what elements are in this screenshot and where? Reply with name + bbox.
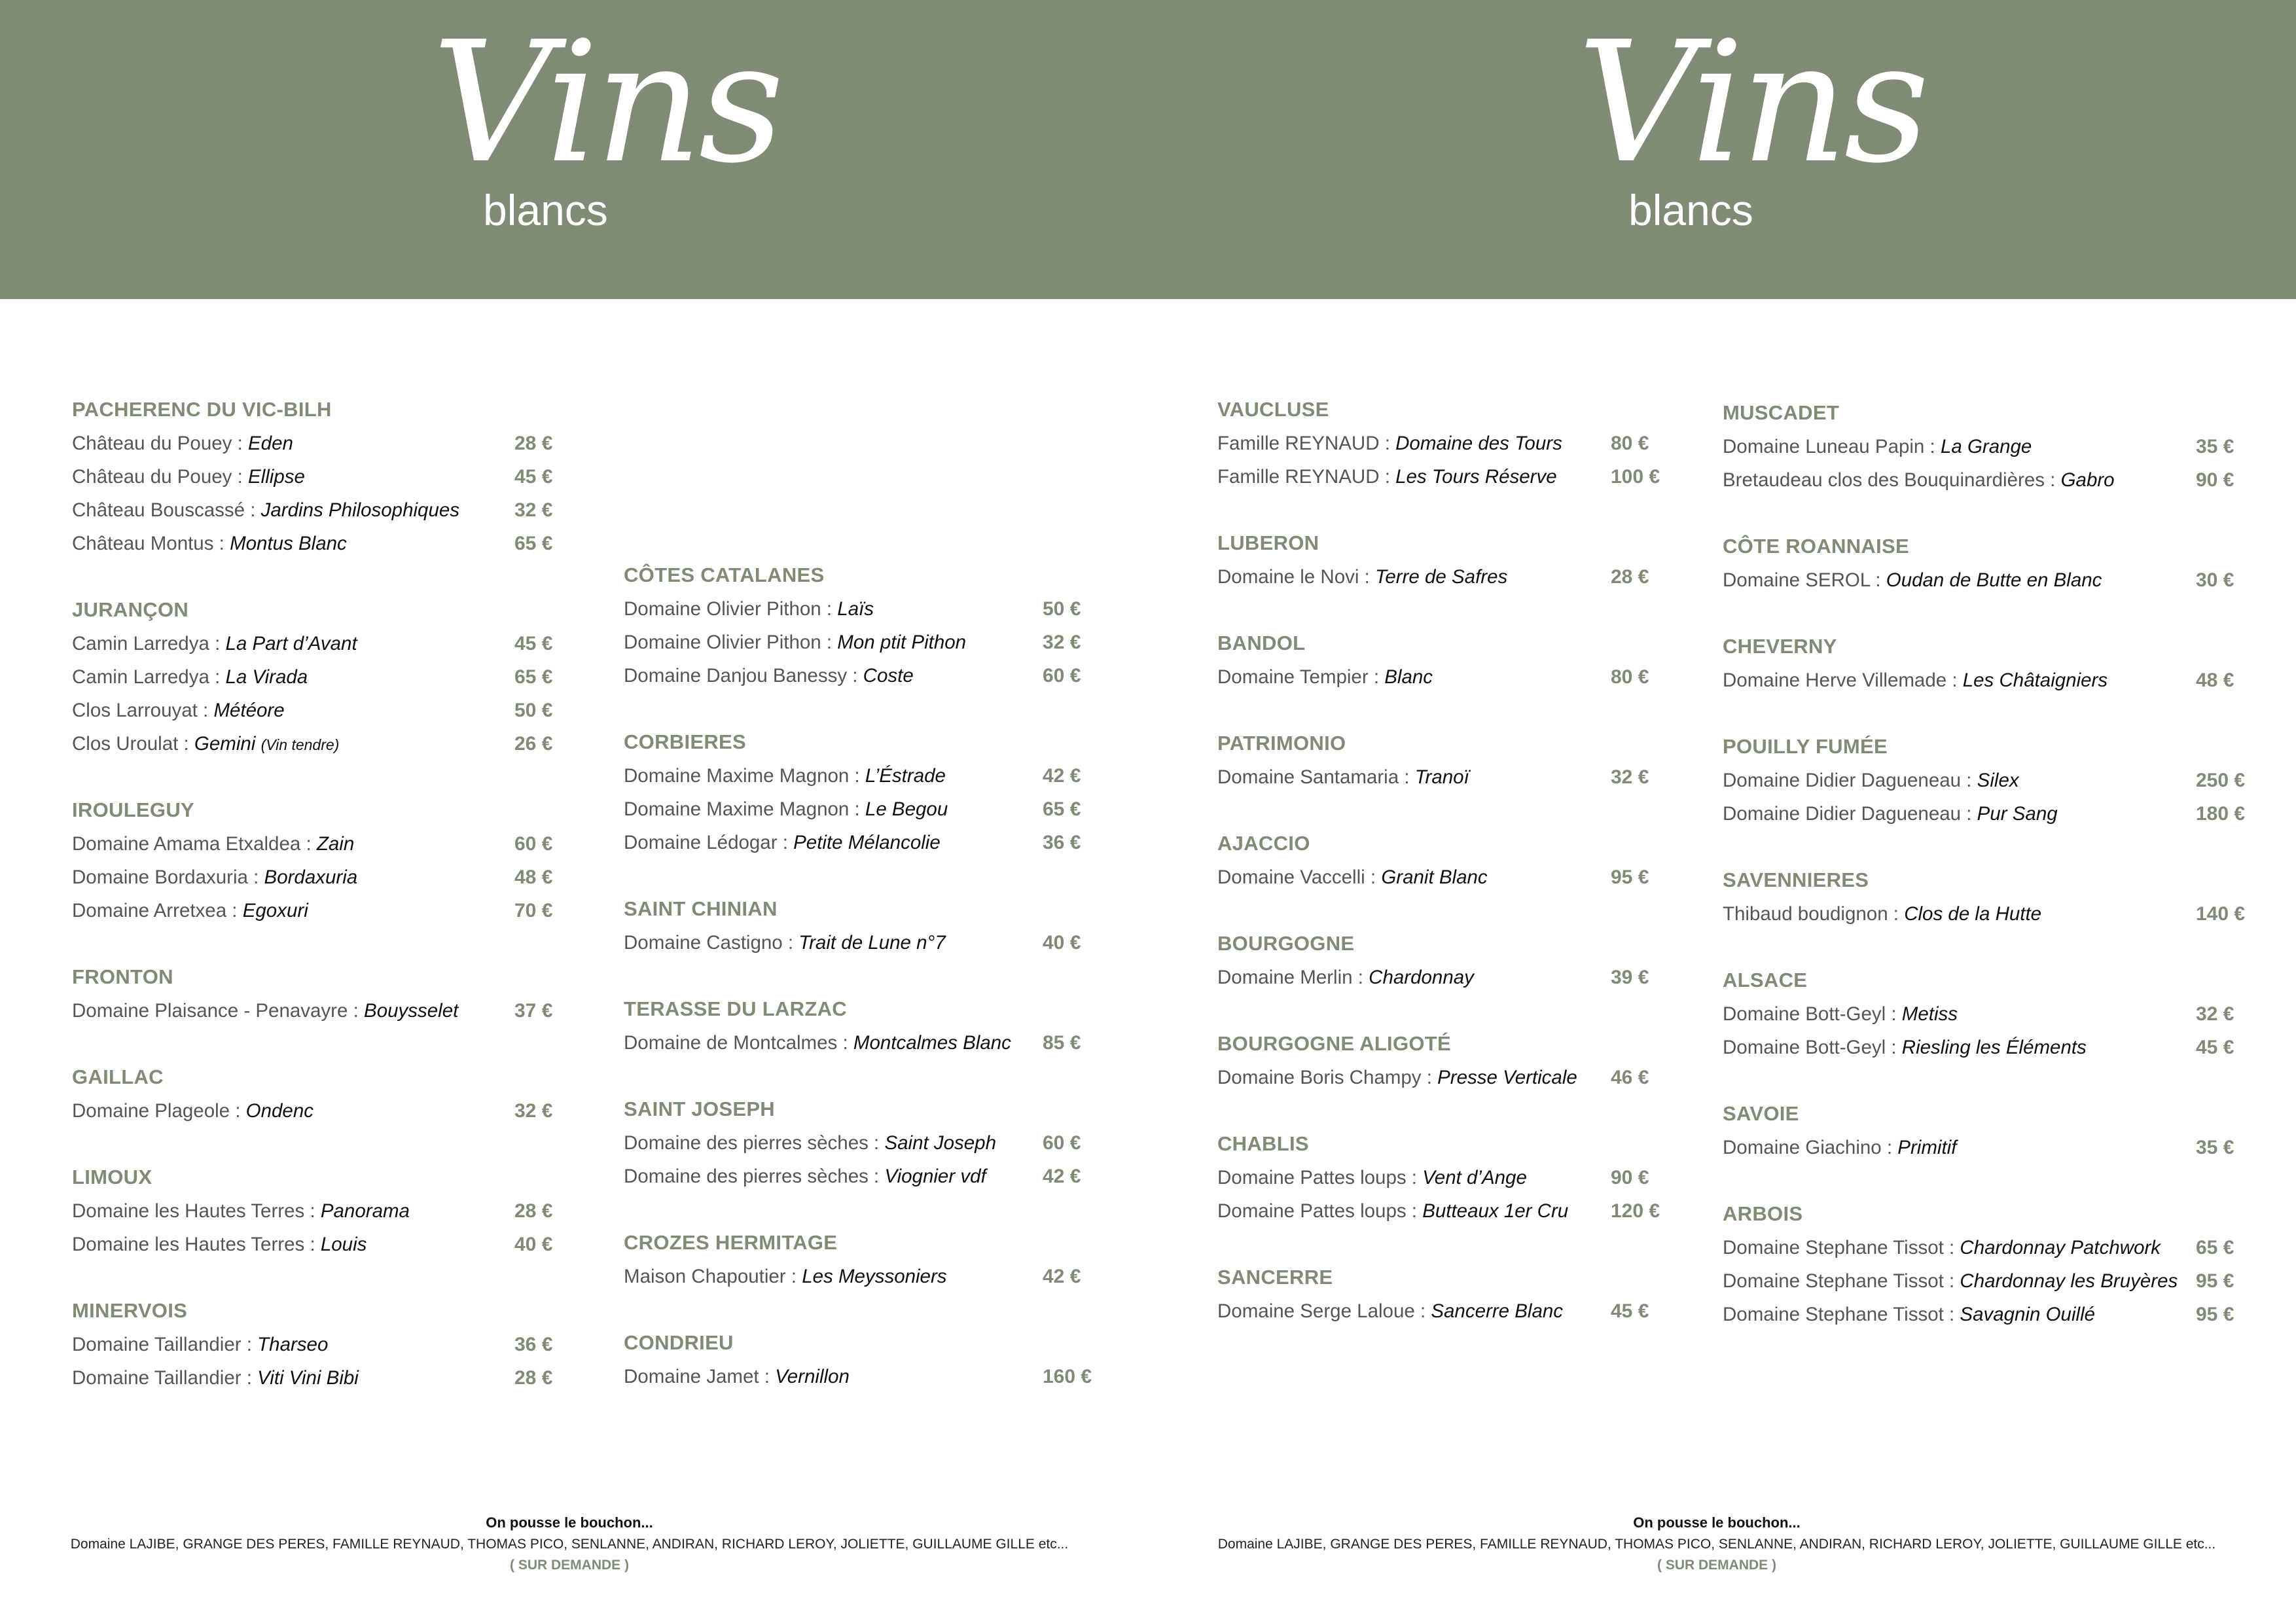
producer-name: Château Montus : [72, 533, 230, 554]
wine-price: 80 € [1611, 666, 1649, 688]
wine-column-2 [624, 558, 1134, 1426]
wine-item [1723, 764, 2259, 797]
wine-item [72, 827, 583, 861]
wine-name: La Grange [1940, 436, 2032, 457]
producer-name: Domaine les Hautes Terres : [72, 1200, 321, 1222]
section-title: CONDRIEU [624, 1331, 734, 1354]
wine-section [1217, 526, 1728, 594]
wine-name: Oudan de Butte en Blanc [1886, 569, 2102, 591]
wine-item [624, 592, 1134, 626]
producer-name: Famille REYNAUD : [1217, 466, 1396, 488]
wine-name: Chardonnay les Bruyères [1960, 1270, 2178, 1292]
producer-name: Domaine Boris Champy : [1217, 1067, 1438, 1088]
wine-section [624, 892, 1134, 959]
wine-item [624, 759, 1134, 793]
producer-name: Domaine Bott-Geyl : [1723, 1037, 1902, 1058]
section-title: SAINT JOSEPH [624, 1097, 775, 1120]
wine-price: 50 € [514, 700, 553, 721]
section-title: VAUCLUSE [1217, 398, 1329, 421]
wine-name: Panorama [320, 1200, 410, 1222]
wine-item [1217, 427, 1728, 460]
wine-price: 80 € [1611, 433, 1649, 454]
wine-price: 42 € [1043, 1166, 1081, 1187]
wine-item [624, 926, 1134, 959]
wine-price: 48 € [2196, 669, 2234, 691]
section-title: TERASSE DU LARZAC [624, 997, 847, 1020]
wine-item [72, 1094, 583, 1128]
wine-name: Le Begou [865, 798, 948, 820]
wine-item [624, 1026, 1134, 1060]
wine-section [624, 1326, 1134, 1393]
wine-price: 180 € [2196, 803, 2246, 825]
section-title: CÔTE ROANNAISE [1723, 535, 1909, 558]
section-title: SAINT CHINIAN [624, 897, 778, 920]
wine-section [1217, 393, 1728, 493]
wine-price: 50 € [1043, 598, 1081, 620]
wine-section [1217, 827, 1728, 894]
right-footer-note [1154, 1512, 2280, 1576]
wine-item [72, 427, 583, 460]
wine-price: 45 € [514, 633, 553, 654]
section-title: SANCERRE [1217, 1266, 1333, 1289]
wine-section [624, 1226, 1134, 1293]
wine-section [1723, 396, 2259, 497]
wine-price: 35 € [2196, 1137, 2234, 1158]
section-title: BANDOL [1217, 632, 1306, 654]
wine-name: Laïs [837, 598, 874, 620]
section-title: PATRIMONIO [1217, 732, 1346, 755]
producer-name: Domaine Danjou Banessy : [624, 665, 863, 687]
wine-section [72, 1294, 583, 1395]
producer-name: Domaine Stephane Tissot : [1723, 1304, 1960, 1325]
heading-script-title: Vins [432, 6, 781, 200]
wine-item [1723, 1298, 2259, 1331]
wine-item [1723, 1031, 2259, 1064]
wine-item [72, 694, 583, 727]
wine-item [72, 861, 583, 894]
producer-name: Château du Pouey : [72, 433, 248, 454]
producer-name: Domaine Merlin : [1217, 967, 1369, 988]
wine-item [1217, 1194, 1728, 1228]
wine-item [1723, 463, 2259, 497]
section-title: LIMOUX [72, 1166, 152, 1188]
section-title: MUSCADET [1723, 401, 1840, 424]
section-title: JURANÇON [72, 598, 189, 621]
wine-name: Tranoï [1414, 766, 1469, 788]
wine-name: Bouysselet [364, 1000, 459, 1022]
wine-price: 65 € [514, 533, 553, 554]
wine-column-1 [72, 393, 583, 1427]
section-title: BOURGOGNE [1217, 932, 1355, 955]
footer-title: On pousse le bouchon... [486, 1514, 653, 1531]
wine-price: 60 € [514, 833, 553, 855]
wine-section [72, 593, 583, 760]
wine-column-4 [1723, 396, 2259, 1364]
producer-name: Domaine Olivier Pithon : [624, 632, 838, 653]
wine-name: Domaine des Tours [1395, 433, 1562, 454]
wine-name: Clos de la Hutte [1904, 903, 2042, 925]
wine-price: 28 € [514, 1200, 553, 1222]
producer-name: Domaine le Novi : [1217, 566, 1376, 588]
producer-name: Domaine Serge Laloue : [1217, 1300, 1431, 1322]
producer-name: Domaine des pierres sèches : [624, 1132, 885, 1154]
wine-price: 32 € [2196, 1003, 2234, 1025]
section-title: AJACCIO [1217, 832, 1310, 855]
footer-domains: Domaine LAJIBE, GRANGE DES PERES, FAMILLE REYNAUD, THOMAS PICO, SENLANNE, ANDIRAN, RICHARD LEROY, JOLIETTE, GUILLAUME GILLE etc... [70, 1537, 1069, 1552]
wine-name: Jardins Philosophiques [260, 499, 460, 521]
producer-name: Domaine Didier Dagueneau : [1723, 770, 1977, 791]
wine-price: 45 € [514, 466, 553, 488]
wine-note: (Vin tendre) [260, 736, 340, 753]
section-title: MINERVOIS [72, 1299, 188, 1322]
section-title: CORBIERES [624, 730, 747, 753]
wine-name: Montus Blanc [230, 533, 347, 554]
wine-price: 85 € [1043, 1032, 1081, 1054]
wine-name: Coste [863, 665, 914, 687]
producer-name: Domaine Tempier : [1217, 666, 1385, 688]
wine-item [72, 460, 583, 493]
wine-name: Riesling les Éléments [1901, 1037, 2087, 1058]
producer-name: Domaine Giachino : [1723, 1137, 1898, 1158]
wine-name: Ellipse [247, 466, 305, 488]
wine-price: 37 € [514, 1000, 553, 1022]
wine-name: Tharseo [257, 1334, 329, 1355]
wine-name: Silex [1977, 770, 2019, 791]
wine-section [72, 1060, 583, 1128]
wine-section [624, 992, 1134, 1060]
wine-name: La Virada [225, 666, 308, 688]
footer-domains: Domaine LAJIBE, GRANGE DES PERES, FAMILLE REYNAUD, THOMAS PICO, SENLANNE, ANDIRAN, RICHARD LEROY, JOLIETTE, GUILLAUME GILLE etc... [1217, 1537, 2216, 1552]
section-title: CROZES HERMITAGE [624, 1231, 838, 1254]
producer-name: Domaine des pierres sèches : [624, 1166, 885, 1187]
wine-section [1217, 726, 1728, 794]
wine-name: Primitif [1897, 1137, 1957, 1158]
producer-name: Domaine Amama Etxaldea : [72, 833, 317, 855]
heading-script-title: Vins [1577, 6, 1926, 200]
wine-price: 28 € [1611, 566, 1649, 588]
wine-item [72, 660, 583, 694]
wine-price: 95 € [1611, 866, 1649, 888]
section-title: SAVOIE [1723, 1102, 1799, 1125]
wine-section [72, 393, 583, 560]
wine-price: 65 € [2196, 1237, 2234, 1258]
wine-item [72, 1228, 583, 1261]
wine-item [1217, 460, 1728, 493]
section-title: BOURGOGNE ALIGOTÉ [1217, 1032, 1452, 1055]
wine-item [1723, 664, 2259, 697]
producer-name: Domaine Bott-Geyl : [1723, 1003, 1902, 1025]
wine-item [1723, 797, 2259, 830]
producer-name: Domaine Arretxea : [72, 900, 243, 921]
wine-name: Sancerre Blanc [1431, 1300, 1564, 1322]
right-page-heading [1551, 6, 1926, 255]
wine-item [1217, 760, 1728, 794]
wine-price: 90 € [2196, 469, 2234, 491]
wine-section [72, 1160, 583, 1261]
wine-item [1217, 1294, 1728, 1328]
wine-price: 250 € [2196, 770, 2246, 791]
wine-price: 140 € [2196, 903, 2246, 925]
wine-name: Les Tours Réserve [1395, 466, 1557, 488]
producer-name: Domaine Stephane Tissot : [1723, 1237, 1960, 1258]
footer-on-request: ( SUR DEMANDE ) [1657, 1558, 1776, 1573]
wine-section [1723, 1097, 2259, 1164]
wine-item [624, 1360, 1134, 1393]
wine-item [624, 626, 1134, 659]
producer-name: Château Bouscassé : [72, 499, 261, 521]
wine-item [624, 1260, 1134, 1293]
wine-name: Météore [213, 700, 285, 721]
wine-name: Eden [247, 433, 293, 454]
wine-item [1723, 997, 2259, 1031]
wine-item [1723, 1231, 2259, 1264]
wine-name: Saint Joseph [884, 1132, 996, 1154]
wine-name: Savagnin Ouillé [1960, 1304, 2096, 1325]
producer-name: Domaine les Hautes Terres : [72, 1234, 321, 1255]
producer-name: Domaine Jamet : [624, 1366, 776, 1387]
wine-price: 39 € [1611, 967, 1649, 988]
wine-price: 60 € [1043, 665, 1081, 687]
producer-name: Famille REYNAUD : [1217, 433, 1396, 454]
wine-price: 46 € [1611, 1067, 1649, 1088]
section-title: CÔTES CATALANES [624, 563, 825, 586]
producer-name: Clos Uroulat : [72, 733, 194, 755]
wine-name: Vernillon [775, 1366, 850, 1387]
wine-section [624, 558, 1134, 692]
header-banner [0, 0, 2296, 299]
wine-item [72, 994, 583, 1027]
wine-item [72, 727, 583, 760]
wine-section [1217, 1260, 1728, 1328]
wine-price: 42 € [1043, 1266, 1081, 1287]
wine-item [624, 793, 1134, 826]
wine-name: Chardonnay [1369, 967, 1474, 988]
wine-price: 70 € [514, 900, 553, 921]
wine-item [1217, 861, 1728, 894]
section-title: ARBOIS [1723, 1202, 1803, 1225]
producer-name: Domaine Didier Dagueneau : [1723, 803, 1977, 825]
section-title: IROULEGUY [72, 798, 194, 821]
wine-item [1217, 1061, 1728, 1094]
wine-price: 60 € [1043, 1132, 1081, 1154]
wine-item [1217, 660, 1728, 694]
producer-name: Maison Chapoutier : [624, 1266, 802, 1287]
wine-name: L’Éstrade [865, 765, 946, 787]
wine-name: Trait de Lune n°7 [798, 932, 946, 954]
wine-item [72, 1361, 583, 1395]
wine-section [72, 793, 583, 927]
wine-item [624, 659, 1134, 692]
wine-price: 65 € [514, 666, 553, 688]
wine-name: Egoxuri [242, 900, 308, 921]
wine-name: Gemini [194, 733, 256, 755]
producer-name: Domaine Maxime Magnon : [624, 765, 865, 787]
producer-name: Camin Larredya : [72, 633, 226, 654]
wine-name: Zain [316, 833, 355, 855]
wine-name: Blanc [1384, 666, 1433, 688]
producer-name: Domaine Castigno : [624, 932, 799, 954]
wine-name: La Part d’Avant [225, 633, 357, 654]
wine-price: 32 € [1043, 632, 1081, 653]
wine-name: Mon ptit Pithon [837, 632, 967, 653]
wine-name: Presse Verticale [1437, 1067, 1577, 1088]
wine-item [72, 1194, 583, 1228]
wine-price: 160 € [1043, 1366, 1092, 1387]
wine-price: 32 € [1611, 766, 1649, 788]
wine-name: Ondenc [245, 1100, 314, 1122]
wine-item [72, 1328, 583, 1361]
wine-section [1217, 927, 1728, 994]
wine-name: Les Meyssoniers [802, 1266, 947, 1287]
wine-section [1723, 863, 2259, 931]
wine-item [72, 493, 583, 527]
producer-name: Domaine Plaisance - Penavayre : [72, 1000, 365, 1022]
wine-section [1217, 626, 1728, 694]
wine-item [72, 894, 583, 927]
producer-name: Domaine Olivier Pithon : [624, 598, 838, 620]
wine-name: Viti Vini Bibi [257, 1367, 359, 1389]
producer-name: Domaine Stephane Tissot : [1723, 1270, 1960, 1292]
producer-name: Château du Pouey : [72, 466, 248, 488]
wine-price: 65 € [1043, 798, 1081, 820]
wine-price: 40 € [1043, 932, 1081, 954]
footer-title: On pousse le bouchon... [1633, 1514, 1801, 1531]
producer-name: Domaine Bordaxuria : [72, 866, 264, 888]
left-page-heading [406, 6, 781, 255]
wine-name: Les Châtaigniers [1962, 669, 2108, 691]
wine-name: Montcalmes Blanc [853, 1032, 1011, 1054]
producer-name: Domaine Lédogar : [624, 832, 794, 853]
wine-column-3 [1217, 393, 1728, 1361]
wine-price: 36 € [1043, 832, 1081, 853]
wine-price: 35 € [2196, 436, 2234, 457]
section-title: PACHERENC DU VIC-BILH [72, 398, 332, 421]
wine-section [1723, 730, 2259, 830]
wine-section [1723, 963, 2259, 1064]
wine-item [1723, 430, 2259, 463]
producer-name: Domaine SEROL : [1723, 569, 1886, 591]
wine-price: 90 € [1611, 1167, 1649, 1188]
wine-section [1723, 529, 2259, 597]
section-title: ALSACE [1723, 969, 1808, 991]
wine-name: Metiss [1901, 1003, 1958, 1025]
wine-price: 100 € [1611, 466, 1660, 488]
producer-name: Thibaud boudignon : [1723, 903, 1905, 925]
wine-price: 30 € [2196, 569, 2234, 591]
wine-item [624, 1126, 1134, 1160]
wine-section [1723, 1197, 2259, 1331]
wine-name: Terre de Safres [1375, 566, 1508, 588]
producer-name: Domaine de Montcalmes : [624, 1032, 853, 1054]
section-title: POUILLY FUMÉE [1723, 735, 1888, 758]
wine-name: Viognier vdf [884, 1166, 986, 1187]
wine-name: Pur Sang [1977, 803, 2058, 825]
wine-section [1217, 1027, 1728, 1094]
heading-subtitle: blancs [1628, 186, 1753, 234]
section-title: FRONTON [72, 965, 173, 988]
heading-subtitle: blancs [483, 186, 608, 234]
wine-item [1217, 560, 1728, 594]
producer-name: Domaine Herve Villemade : [1723, 669, 1963, 691]
wine-price: 40 € [514, 1234, 553, 1255]
wine-price: 45 € [1611, 1300, 1649, 1322]
section-title: CHEVERNY [1723, 635, 1837, 658]
producer-name: Camin Larredya : [72, 666, 226, 688]
wine-price: 26 € [514, 733, 553, 755]
wine-price: 28 € [514, 433, 553, 454]
producer-name: Bretaudeau clos des Bouquinardières : [1723, 469, 2061, 491]
producer-name: Domaine Maxime Magnon : [624, 798, 865, 820]
wine-name: Chardonnay Patchwork [1960, 1237, 2161, 1258]
section-title: SAVENNIERES [1723, 868, 1869, 891]
wine-item [1723, 897, 2259, 931]
section-title: LUBERON [1217, 531, 1319, 554]
wine-name: Petite Mélancolie [793, 832, 941, 853]
wine-section [624, 725, 1134, 859]
wine-item [72, 627, 583, 660]
producer-name: Domaine Pattes loups : [1217, 1167, 1423, 1188]
wine-item [1217, 1161, 1728, 1194]
wine-item [1723, 563, 2259, 597]
wine-item [1723, 1131, 2259, 1164]
wine-section [624, 1092, 1134, 1193]
producer-name: Domaine Plageole : [72, 1100, 246, 1122]
producer-name: Domaine Pattes loups : [1217, 1200, 1423, 1222]
wine-item [1217, 961, 1728, 994]
wine-item [72, 527, 583, 560]
wine-price: 95 € [2196, 1270, 2234, 1292]
wine-section [72, 960, 583, 1027]
wine-section [1217, 1127, 1728, 1228]
producer-name: Domaine Santamaria : [1217, 766, 1415, 788]
wine-name: Vent d’Ange [1422, 1167, 1527, 1188]
producer-name: Domaine Taillandier : [72, 1367, 258, 1389]
producer-name: Domaine Taillandier : [72, 1334, 258, 1355]
wine-price: 45 € [2196, 1037, 2234, 1058]
wine-price: 120 € [1611, 1200, 1660, 1222]
wine-price: 36 € [514, 1334, 553, 1355]
wine-item [624, 826, 1134, 859]
wine-name: Louis [320, 1234, 367, 1255]
wine-price: 42 € [1043, 765, 1081, 787]
wine-name: Bordaxuria [264, 866, 358, 888]
wine-price: 32 € [514, 499, 553, 521]
wine-price: 95 € [2196, 1304, 2234, 1325]
wine-price: 48 € [514, 866, 553, 888]
wine-item [624, 1160, 1134, 1193]
wine-section [1723, 630, 2259, 697]
section-title: GAILLAC [72, 1065, 164, 1088]
section-title: CHABLIS [1217, 1132, 1309, 1155]
footer-on-request: ( SUR DEMANDE ) [510, 1558, 629, 1573]
wine-name: Butteaux 1er Cru [1422, 1200, 1569, 1222]
left-footer-note [7, 1512, 1132, 1576]
wine-name: Granit Blanc [1381, 866, 1488, 888]
producer-name: Domaine Vaccelli : [1217, 866, 1382, 888]
wine-price: 32 € [514, 1100, 553, 1122]
producer-name: Domaine Luneau Papin : [1723, 436, 1941, 457]
wine-name: Gabro [2060, 469, 2115, 491]
wine-price: 28 € [514, 1367, 553, 1389]
wine-item [1723, 1264, 2259, 1298]
producer-name: Clos Larrouyat : [72, 700, 214, 721]
